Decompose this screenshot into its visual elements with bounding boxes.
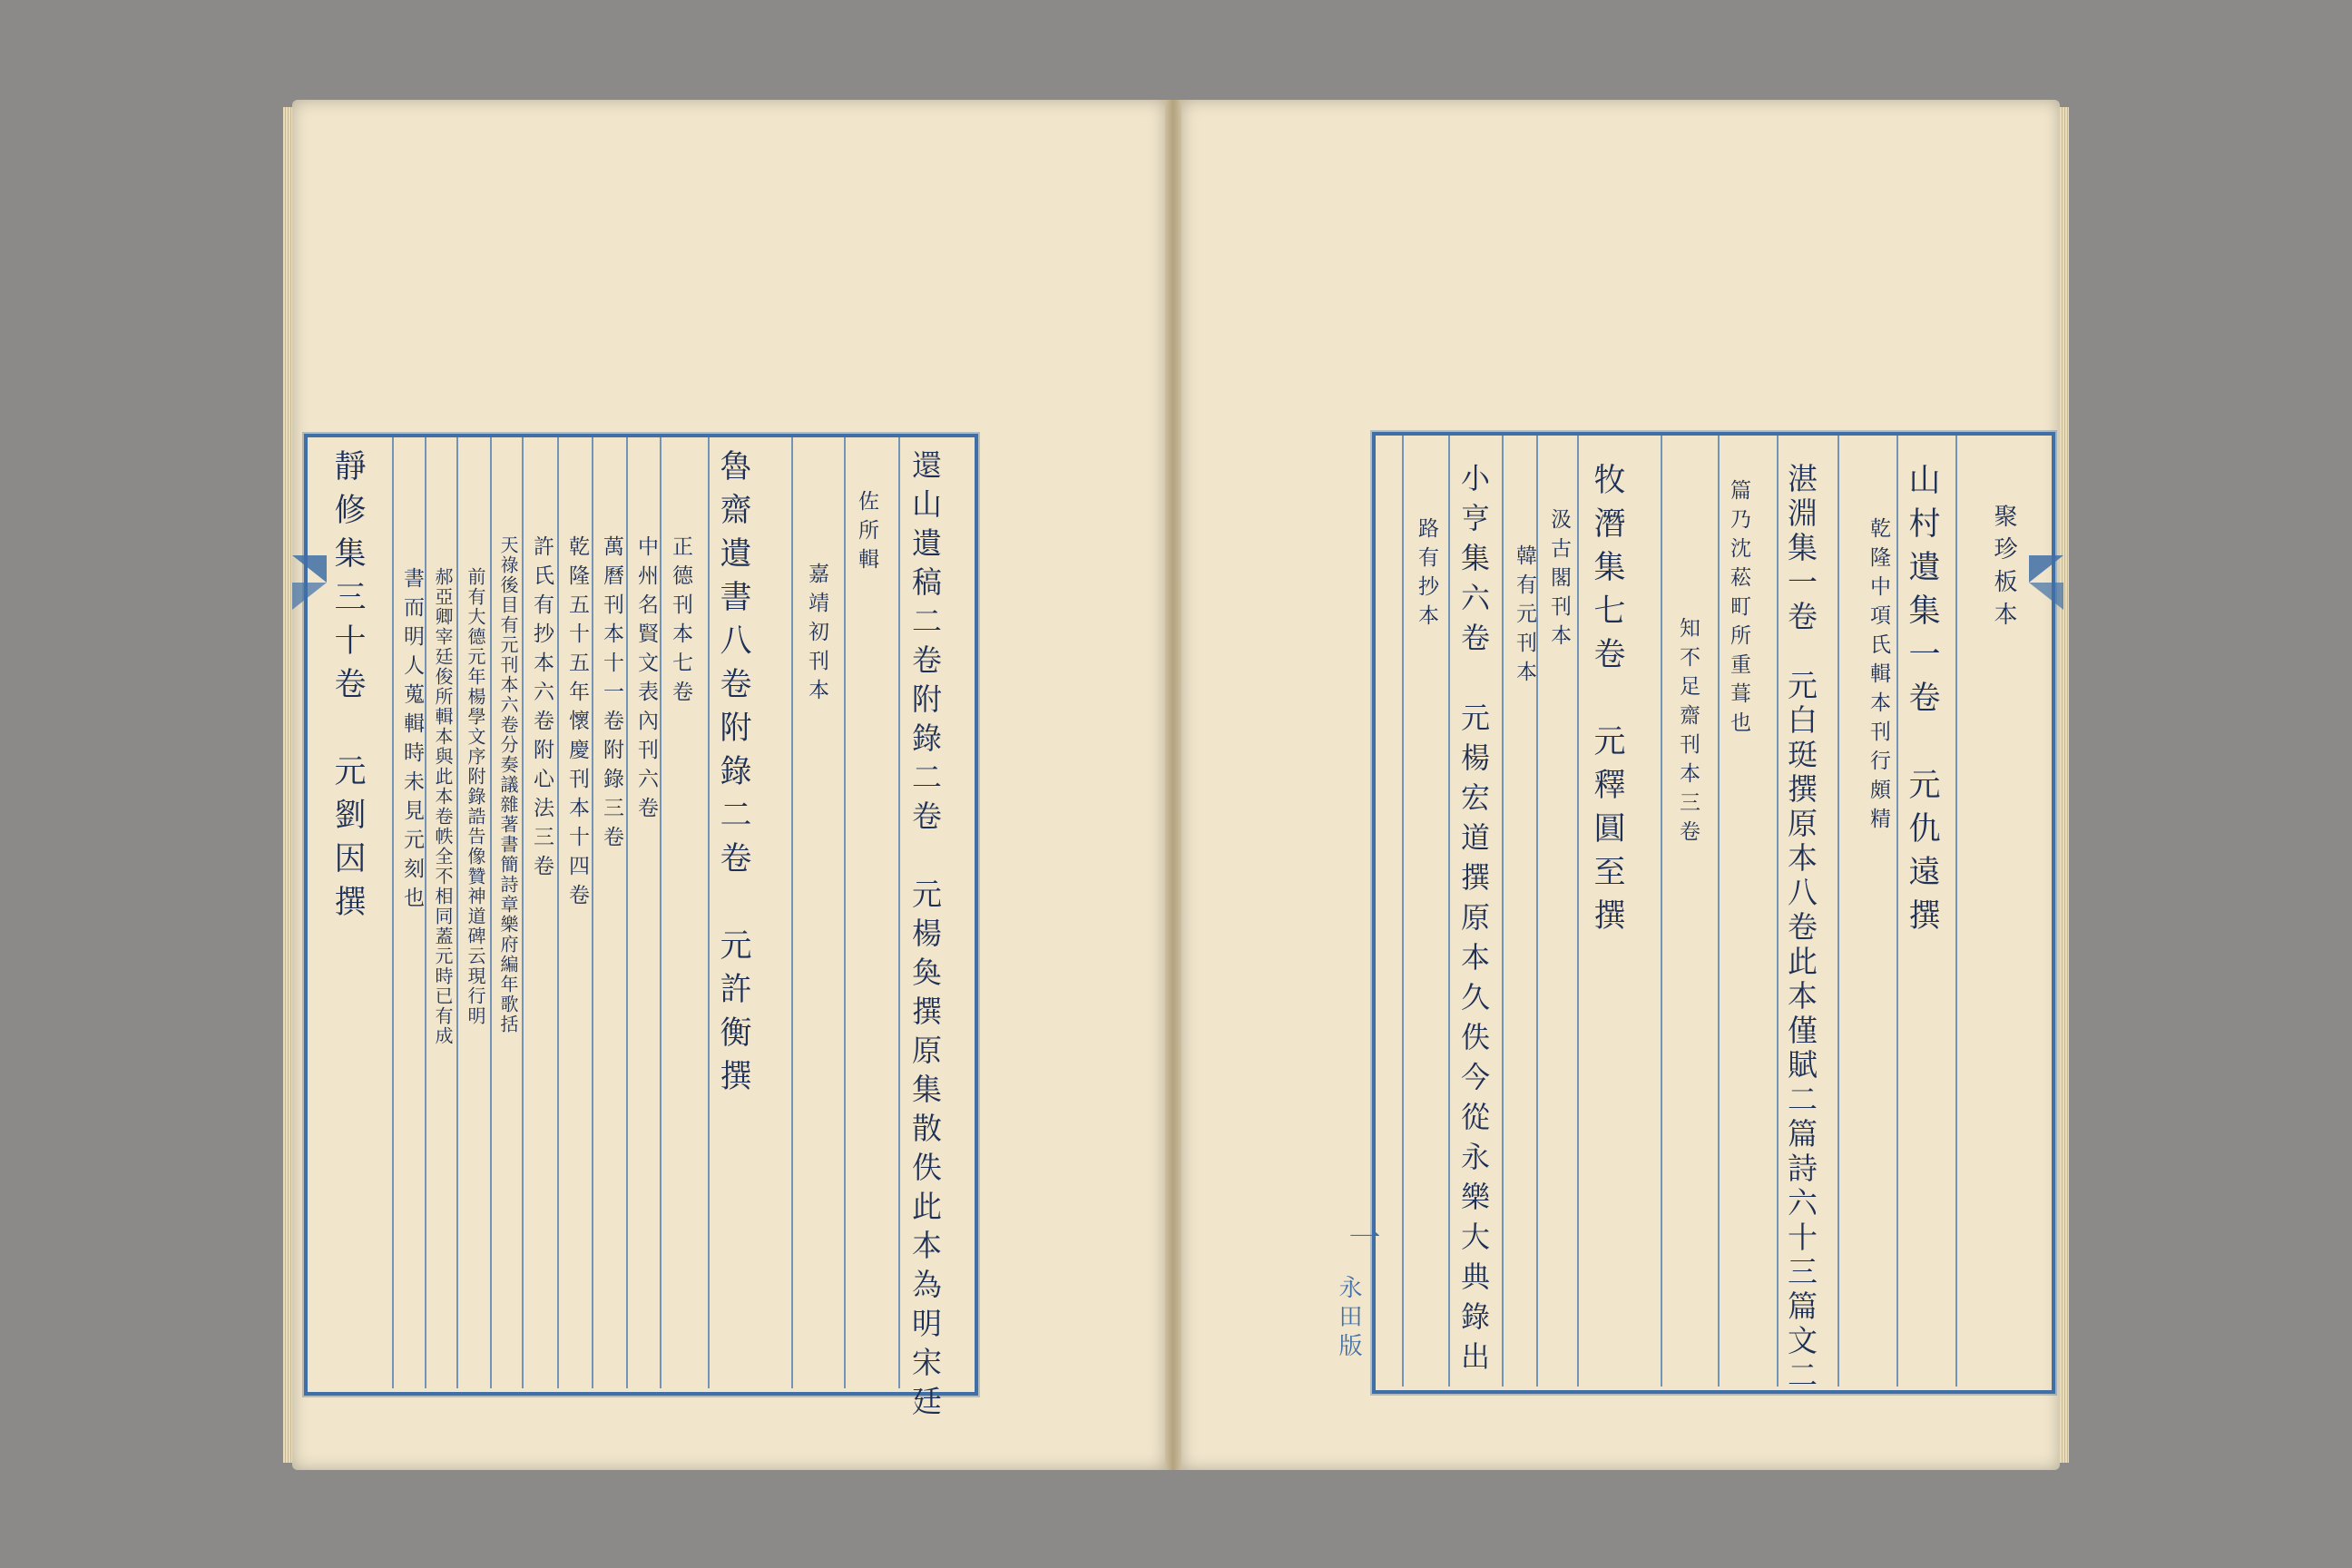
column-rule <box>1718 436 1720 1387</box>
column-rule <box>1402 436 1404 1387</box>
column-rule <box>456 437 458 1388</box>
text-column: 前有大德元年楊學文序附錄誥告像贊神道碑云現行明 <box>465 567 486 1026</box>
right-page-edge <box>2060 107 2069 1463</box>
column-rule <box>1777 436 1779 1387</box>
text-column: 郝亞卿宰廷俊所輯本與此本卷帙全不相同蓋元時已有成 <box>432 567 454 1046</box>
text-column: 韓有元刊本 <box>1513 544 1536 690</box>
text-column: 嘉靖初刊本 <box>805 563 828 708</box>
column-rule <box>425 437 426 1388</box>
text-column: 路有抄本 <box>1415 517 1438 633</box>
page-header: 聚珍板本 <box>1990 504 2017 634</box>
column-rule <box>626 437 628 1388</box>
left-page-edge <box>283 107 292 1463</box>
text-column: 中州名賢文表內刊六卷 <box>634 535 658 826</box>
column-rule <box>392 437 394 1388</box>
column-rule <box>1448 436 1450 1387</box>
text-column: 魯齋遺書八卷附錄二卷 元許衡撰 <box>715 449 751 1102</box>
column-rule <box>1896 436 1898 1387</box>
text-column: 正德刊本七卷 <box>669 535 692 710</box>
column-rule <box>844 437 846 1388</box>
column-rule <box>660 437 662 1388</box>
page-number-mark: 一 <box>1344 1220 1380 1264</box>
text-column: 佐所輯 <box>855 490 878 577</box>
publisher-stamp: 永田版 <box>1335 1275 1362 1362</box>
column-rule <box>1955 436 1957 1387</box>
text-column: 靜修集三十卷 元劉因撰 <box>329 449 366 928</box>
column-rule <box>791 437 793 1388</box>
text-column: 湛淵集一卷 元白珽撰原本八卷此本僅賦二篇詩六十三篇文二 <box>1783 463 1818 1394</box>
text-column: 牧潛集七卷 元釋圓至撰 <box>1589 463 1625 942</box>
text-column: 還山遺稿二卷附錄二卷 元楊奐撰原集散佚此本為明宋廷 <box>907 449 943 1425</box>
text-column: 許氏有抄本六卷附心法三卷 <box>530 535 554 884</box>
column-rule <box>1536 436 1538 1387</box>
text-column: 天祿後目有元刊本六卷分奏議雜著書簡詩章樂府編年歌括 <box>497 535 519 1034</box>
text-column: 萬曆刊本十一卷附錄三卷 <box>600 535 623 855</box>
text-column: 知不足齋刊本三卷 <box>1676 617 1700 849</box>
book-gutter <box>1165 100 1181 1470</box>
column-rule <box>1838 436 1839 1387</box>
text-column: 小亨集六卷 元楊宏道撰原本久佚今從永樂大典錄出 <box>1456 463 1491 1381</box>
column-rule <box>522 437 524 1388</box>
text-column: 乾隆中項氏輯本刊行頗精 <box>1867 517 1890 837</box>
column-rule <box>557 437 559 1388</box>
text-column: 乾隆五十五年懷慶刊本十四卷 <box>565 535 589 913</box>
text-column: 山村遺集一卷 元仇遠撰 <box>1904 463 1940 942</box>
text-column: 汲古閣刊本 <box>1547 508 1571 653</box>
column-rule <box>708 437 710 1388</box>
text-column: 篇乃沈菘町所重葺也 <box>1727 479 1750 740</box>
column-rule <box>490 437 492 1388</box>
column-rule <box>1502 436 1504 1387</box>
column-rule <box>592 437 593 1388</box>
column-rule <box>898 437 900 1388</box>
column-rule <box>1577 436 1579 1387</box>
column-rule <box>1661 436 1662 1387</box>
text-column: 書而明人蒐輯時未見元刻也 <box>400 567 424 916</box>
